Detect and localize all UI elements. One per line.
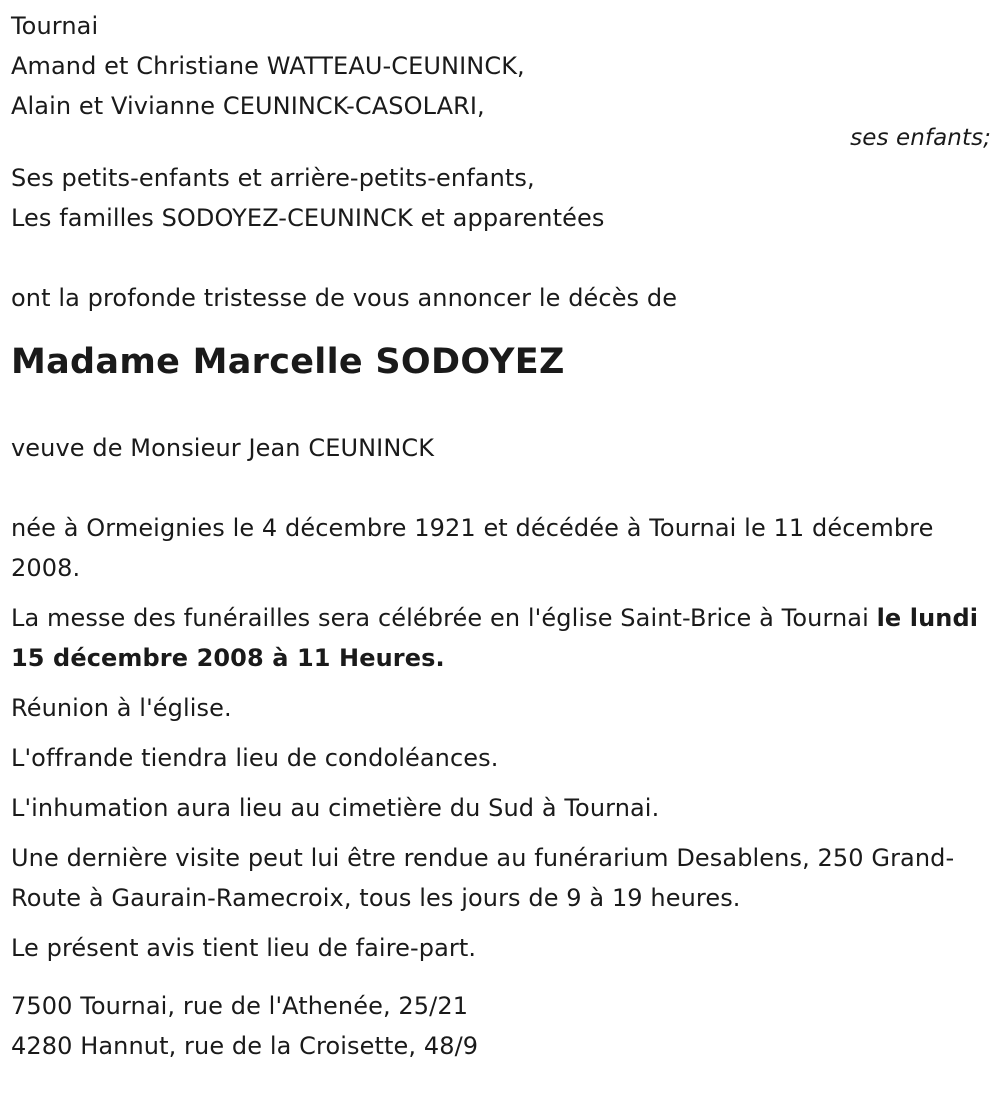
deceased-name: Madame Marcelle SODOYEZ	[11, 342, 565, 382]
city-line: Tournai	[11, 12, 99, 40]
child-line-2: Alain et Vivianne CEUNINCK-CASOLARI,	[11, 92, 485, 120]
spacer	[11, 384, 991, 428]
family-line-2: Les familles SODOYEZ-CEUNINCK et apparentées	[11, 204, 605, 232]
address-line-1: 7500 Tournai, rue de l'Athenée, 25/21	[11, 992, 469, 1020]
family-block	[11, 158, 991, 238]
address-block	[11, 986, 991, 1066]
spacer	[11, 318, 991, 340]
offering-text: L'offrande tiendra lieu de condoléances.	[11, 744, 499, 772]
birth-death-text: née à Ormeignies le 4 décembre 1921 et décédée à Tournai le 11 décembre 2008.	[11, 514, 934, 582]
mass-text: La messe des funérailles sera célébrée en l'église Saint-Brice à Tournai	[11, 604, 877, 632]
spacer	[11, 468, 991, 508]
mass-paragraph	[11, 598, 991, 678]
children-note: ses enfants;	[850, 125, 991, 151]
reunion-text: Réunion à l'église.	[11, 694, 232, 722]
spacer	[11, 238, 991, 278]
details-block	[11, 508, 991, 968]
family-line-1: Ses petits-enfants et arrière-petits-enfants,	[11, 164, 535, 192]
obituary-notice	[11, 0, 991, 1066]
header-block	[11, 0, 991, 150]
notice-text: Le présent avis tient lieu de faire-part.	[11, 934, 477, 962]
widow-line: veuve de Monsieur Jean CEUNINCK	[11, 434, 435, 462]
spacer	[11, 978, 991, 986]
visit-text: Une dernière visite peut lui être rendue au funérarium Desablens, 250 Grand-Route à Gaurain-Ramecroix, tous les jours de 9 à 19 heures.	[11, 844, 955, 912]
child-line-1: Amand et Christiane WATTEAU-CEUNINCK,	[11, 52, 525, 80]
address-line-2: 4280 Hannut, rue de la Croisette, 48/9	[11, 1032, 479, 1060]
announcement-line: ont la profonde tristesse de vous annoncer le décès de	[11, 284, 678, 312]
mass-date: le lundi 15 décembre 2008 à 11 Heures.	[11, 604, 979, 672]
burial-text: L'inhumation aura lieu au cimetière du Sud à Tournai.	[11, 794, 660, 822]
